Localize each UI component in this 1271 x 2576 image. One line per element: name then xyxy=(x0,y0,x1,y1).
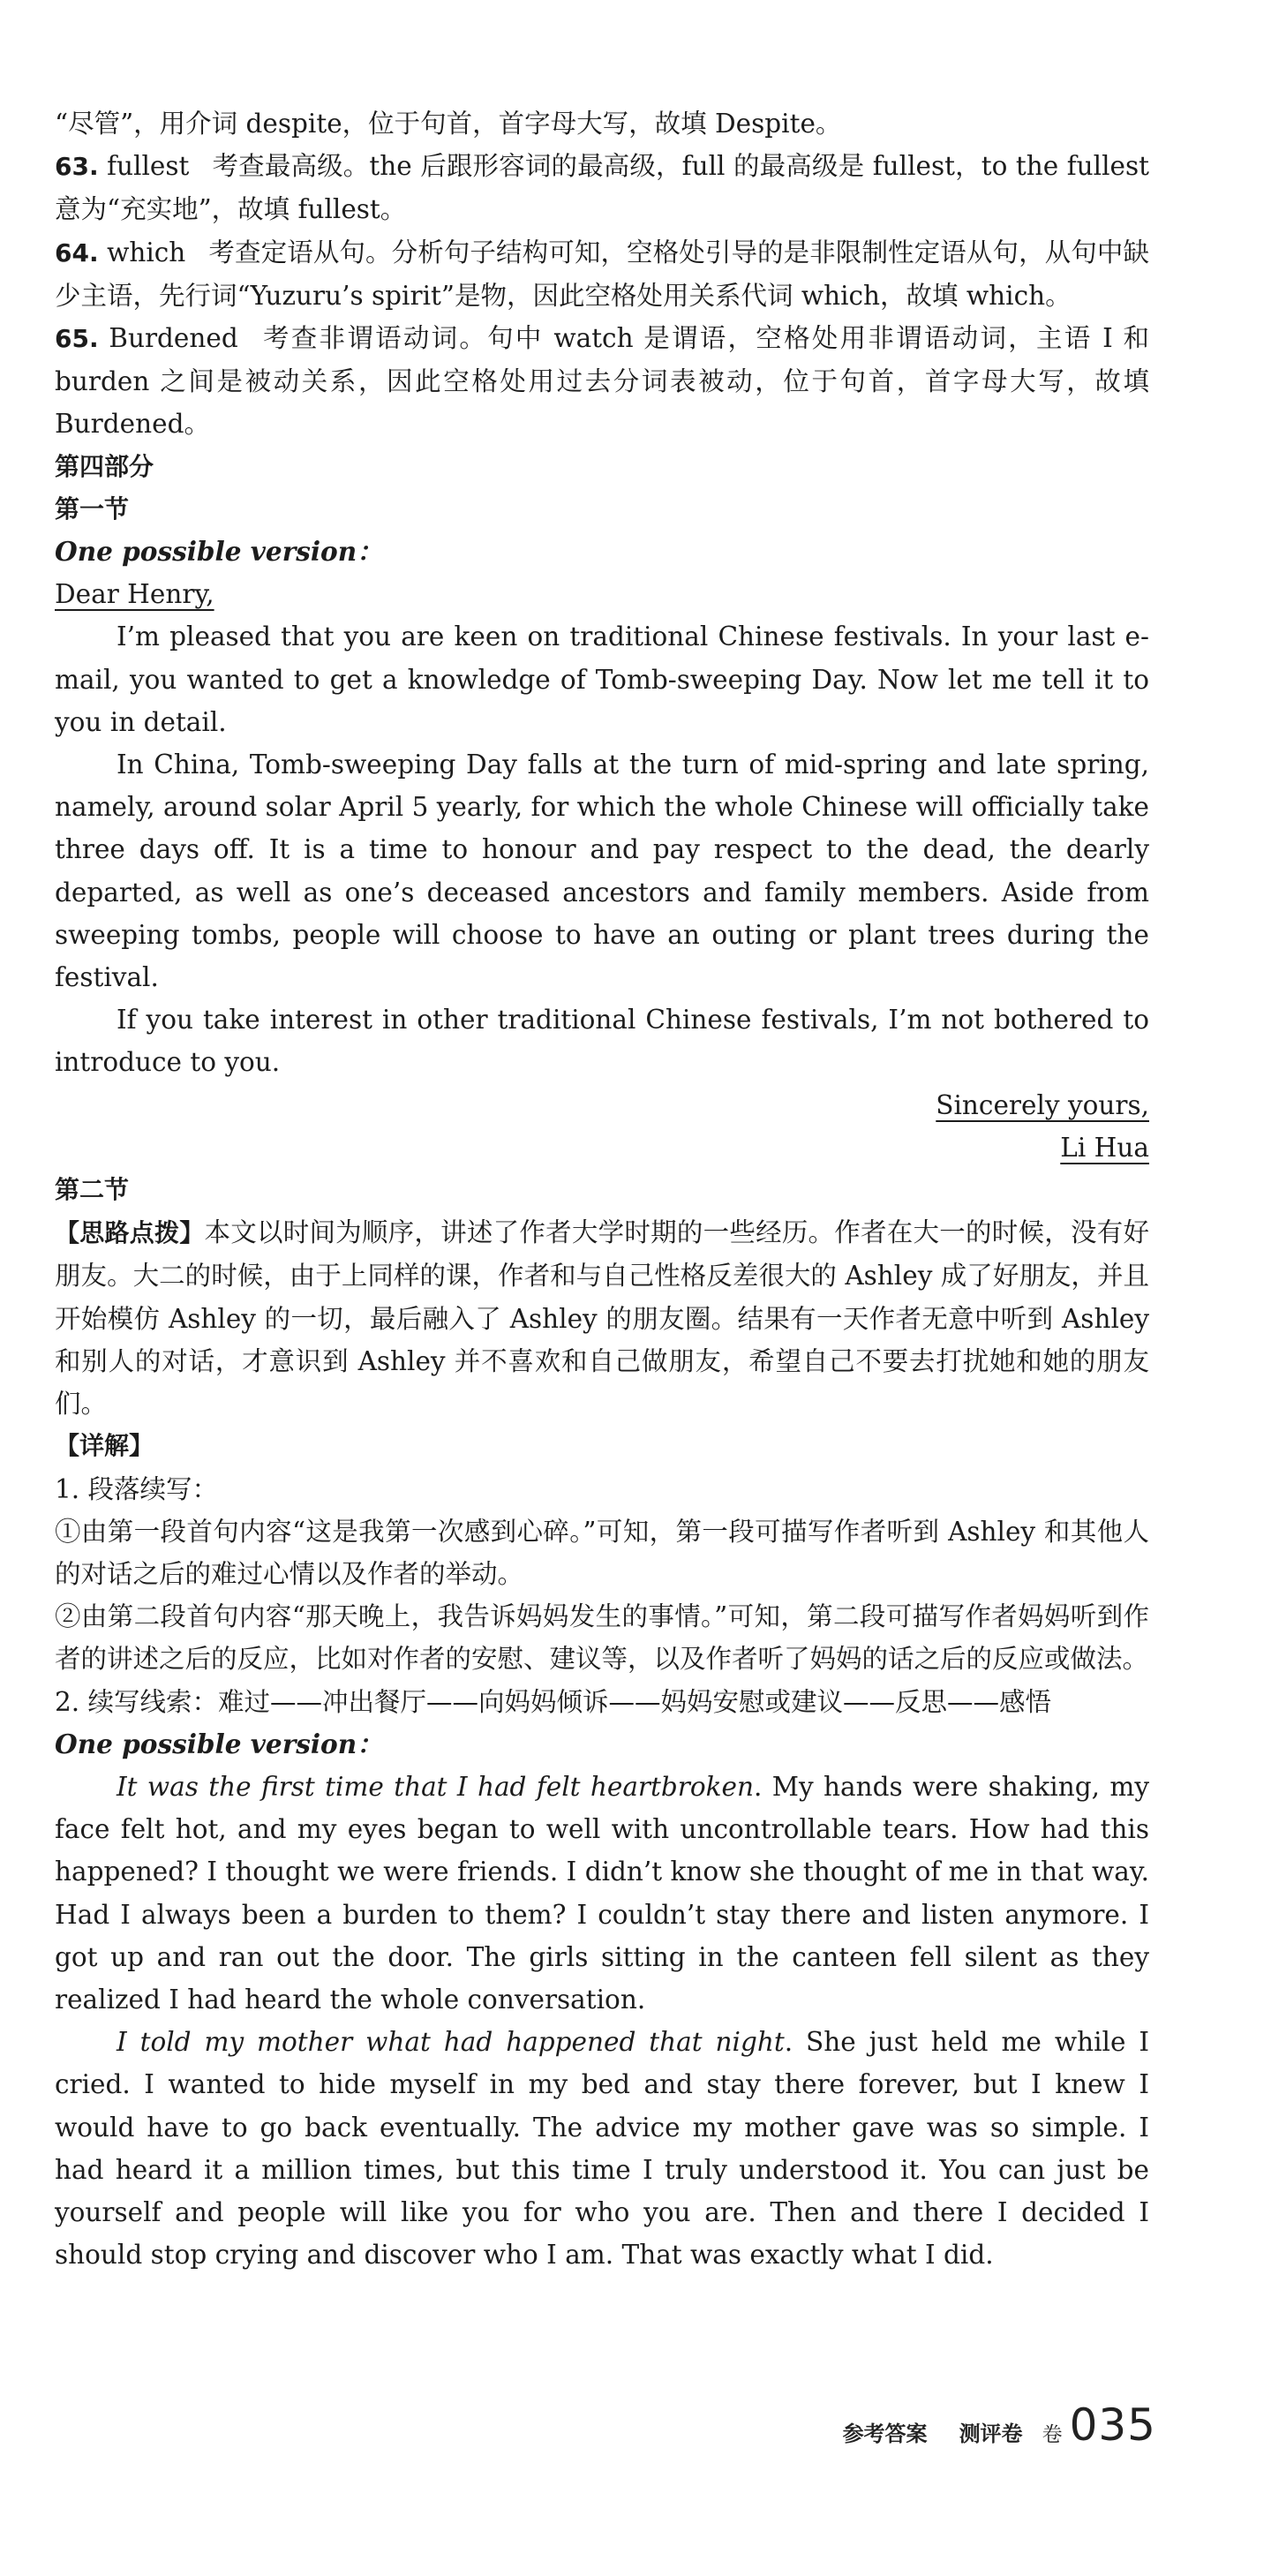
letter-paragraph: In China, Tomb-sweeping Day falls at the turn of mid-spring and late spring, namely, around solar April 5 yearly, for which the whole Chinese will officially take three days off. It is a time to honour and pay respect to the dead, the dearly departed, as well as one’s deceased ancestors and family members. Aside from sweeping tombs, people will choose to have an outing or plant trees during the festival. xyxy=(55,749,1149,993)
detail-item-2: 2. 续写线索：难过——冲出餐厅——向妈妈倾诉——妈妈安慰或建议——反思——感悟 xyxy=(55,1686,1052,1717)
letter-closing: Sincerely yours, xyxy=(936,1089,1149,1120)
answer-explanation: 考查非谓语动词。句中 watch 是谓语，空格处用非谓语动词，主语 I 和 burden 之间是被动关系，因此空格处用过去分词表被动，位于句首，首字母大写，故填 Burdened。 xyxy=(55,323,1149,440)
footer-label-answers: 参考答案 xyxy=(842,2422,928,2446)
letter-paragraph: If you take interest in other traditional Chinese festivals, I’m not bothered to introduce to you. xyxy=(55,1005,1149,1078)
detail-item-1a: ①由第一段首句内容“这是我第一次感到心碎。”可知，第一段可描写作者听到 Ashley 和其他人的对话之后的难过心情以及作者的举动。 xyxy=(55,1516,1149,1589)
answer-63 xyxy=(55,145,1149,230)
detail-label: 【详解】 xyxy=(55,1431,154,1461)
footer-label-test: 测评卷 xyxy=(959,2422,1023,2446)
answer-word: fullest xyxy=(107,151,190,182)
thinking-tips xyxy=(55,1211,1149,1425)
possible-version-label: One possible version： xyxy=(55,1728,383,1759)
given-sentence: I told my mother what had happened that night xyxy=(117,2027,785,2058)
question-number: 65. xyxy=(55,324,99,354)
question-number: 64. xyxy=(55,237,99,267)
tips-label: 【思路点拨】 xyxy=(55,1218,205,1248)
footer-label-volume: 卷 xyxy=(1042,2423,1063,2446)
given-sentence: It was the first time that I had felt heartbroken xyxy=(117,1771,754,1802)
answer-62-continuation: “尽管”，用介词 despite，位于句首，首字母大写，故填 Despite。 xyxy=(55,109,842,139)
letter-paragraph: I’m pleased that you are keen on traditional Chinese festivals. In your last e-mail, you wanted to get a knowledge of Tomb-sweeping Day. Now let me tell it to you in detail. xyxy=(55,621,1149,737)
possible-version-label: One possible version： xyxy=(55,536,383,568)
page-number: 035 xyxy=(1069,2399,1156,2451)
detail-item-1b: ②由第二段首句内容“那天晚上，我告诉妈妈发生的事情。”可知，第二段可描写作者妈妈听到作者的讲述之后的反应，比如对作者的安慰、建议等，以及作者听了妈妈的话之后的反应或做法。 xyxy=(55,1601,1149,1675)
letter-signature: Li Hua xyxy=(1060,1132,1149,1163)
answer-64 xyxy=(55,231,1149,317)
answer-word: which xyxy=(107,237,186,267)
section-two-heading: 第二节 xyxy=(55,1175,130,1205)
part-four-heading: 第四部分 xyxy=(55,451,154,481)
page-footer xyxy=(733,2394,1156,2451)
question-number: 63. xyxy=(55,152,99,182)
answer-content xyxy=(55,102,1149,2276)
answer-word: Burdened xyxy=(109,323,238,354)
sample-paragraph-1: It was the first time that I had felt heartbroken. My hands were shaking, my face felt hot, and my eyes began to well with uncontrollable tears. How had this happened? I thought we were friends. I didn’t know she thought of me in that way. Had I always been a burden to them? I couldn’t stay there and listen anymore. I got up and ran out the door. The girls sitting in the canteen fell silent as they realized I had heard the whole conversation. xyxy=(55,1771,1149,2015)
answer-explanation: 考查定语从句。分析句子结构可知，空格处引导的是非限制性定语从句，从句中缺少主语，先行词“Yuzuru’s spirit”是物，因此空格处用关系代词 which，故填 which。 xyxy=(55,237,1149,311)
section-one-heading: 第一节 xyxy=(55,493,130,523)
detail-item-1: 1. 段落续写： xyxy=(55,1473,219,1504)
letter-salutation: Dear Henry, xyxy=(55,579,214,610)
answer-explanation: 考查最高级。the 后跟形容词的最高级，full 的最高级是 fullest，to the fullest 意为“充实地”，故填 fullest。 xyxy=(55,151,1149,225)
tips-text: 本文以时间为顺序，讲述了作者大学时期的一些经历。作者在大一的时候，没有好朋友。大二的时候，由于上同样的课，作者和与自己性格反差很大的 Ashley 成了好朋友，并且开始模仿 Ashley 的一切，最后融入了 Ashley 的朋友圈。结果有一天作者无意中听到 Ashley 和别人的对话，才意识到 Ashley 并不喜欢和自己做朋友，希望自己不要去打扰她和她的朋友们。 xyxy=(55,1217,1149,1420)
sample-paragraph-2: I told my mother what had happened that night. She just held me while I cried. I wanted to hide myself in my bed and stay there forever, but I knew I would have to go back eventually. The advice my mother gave was so simple. I had heard it a million times, but this time I truly understood it. You can just be yourself and people will like you for who you are. Then and there I decided I should stop crying and discover who I am. That was exactly what I did. xyxy=(55,2027,1149,2271)
answer-65 xyxy=(55,317,1149,446)
